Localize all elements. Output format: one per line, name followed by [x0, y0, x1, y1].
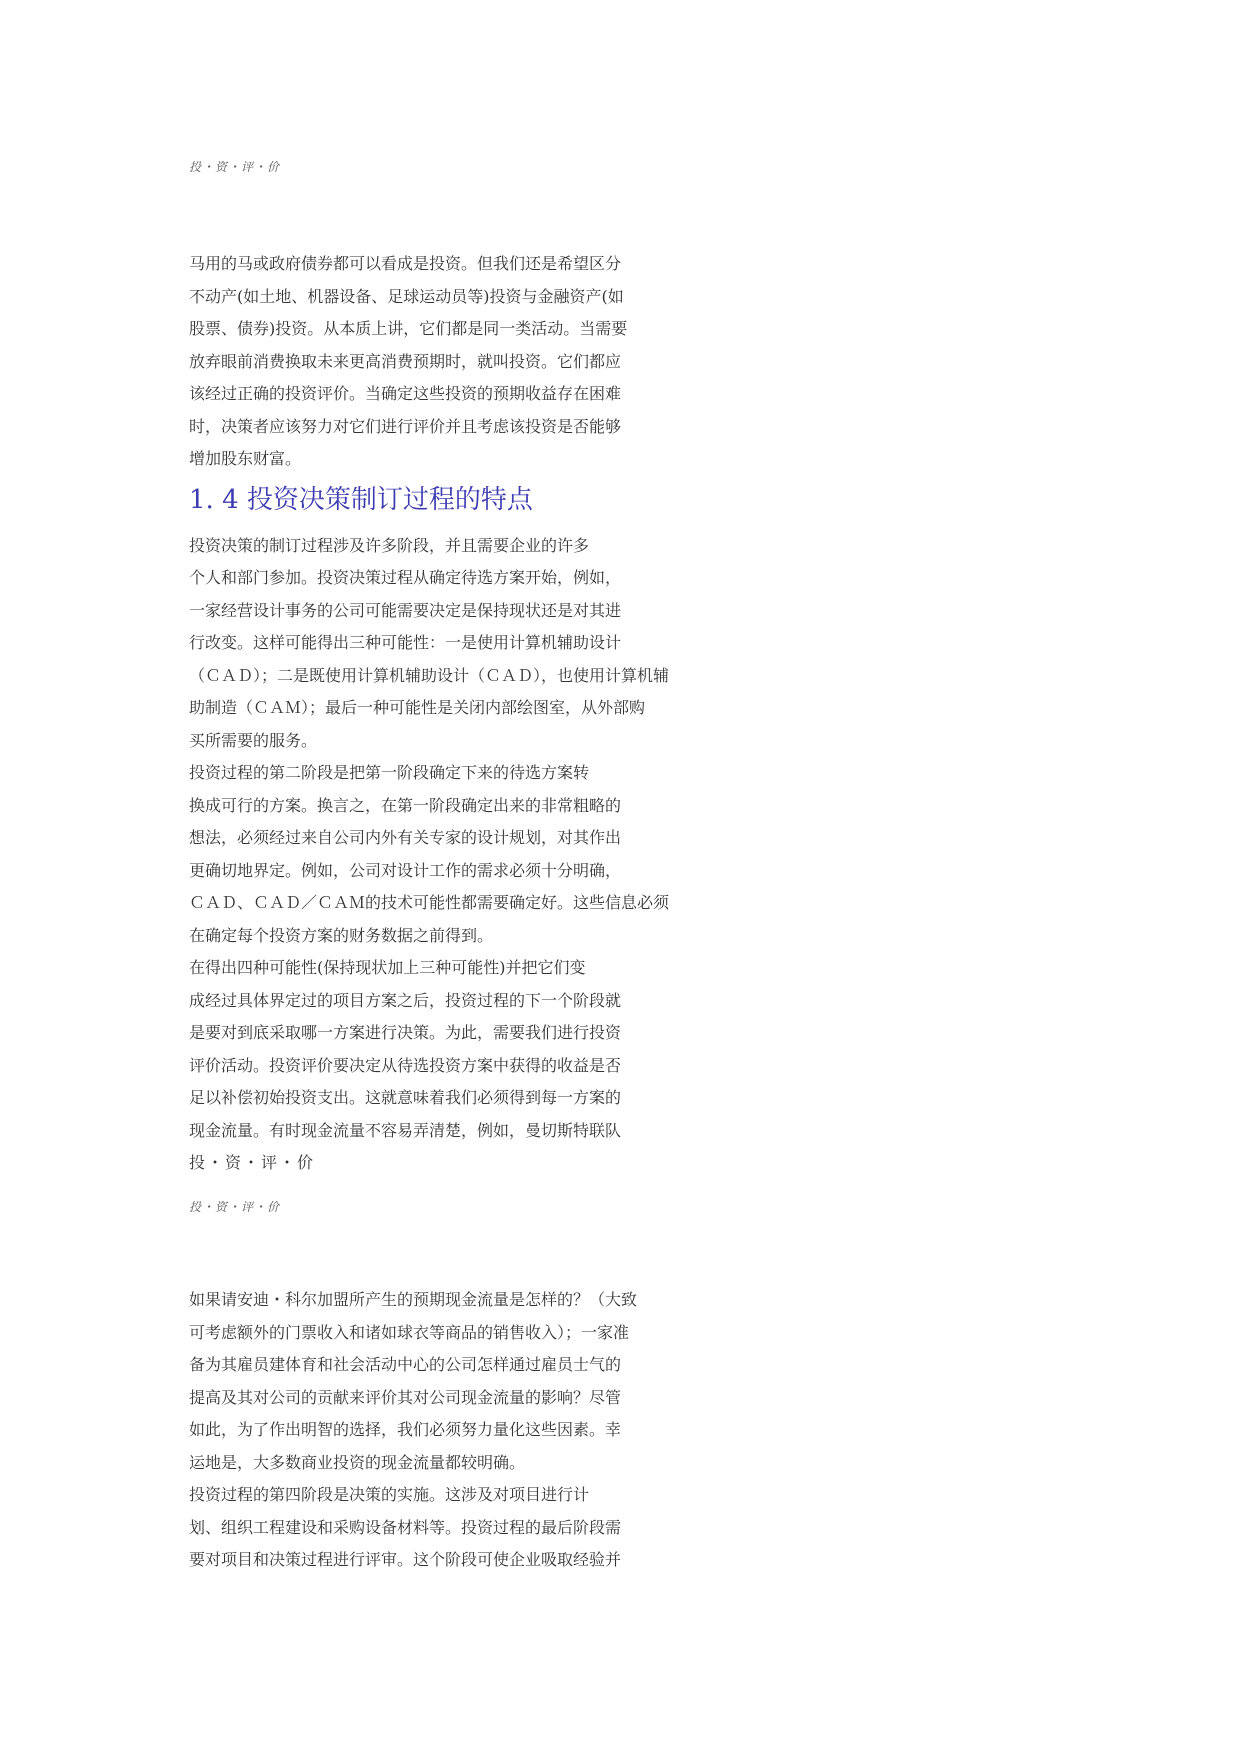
text-line: （ＣＡＤ）；二是既使用计算机辅助设计（ＣＡＤ），也使用计算机辅 [189, 665, 670, 685]
text-line: 划、组织工程建设和采购设备材料等。投资过程的最后阶段需 [189, 1517, 622, 1537]
text-line: 不动产(如土地、机器设备、足球运动员等)投资与金融资产(如 [189, 286, 624, 306]
text-line: 换成可行的方案。换言之，在第一阶段确定出来的非常粗略的 [189, 795, 622, 815]
text-line: ＣＡＤ、ＣＡＤ／ＣＡＭ的技术可能性都需要确定好。这些信息必须 [189, 893, 670, 912]
paragraph [189, 248, 709, 476]
page1-body [189, 248, 709, 1180]
running-header: 投・资・评・价 [189, 160, 281, 174]
text-line: 提高及其对公司的贡献来评价其对公司现金流量的影响？尽管 [189, 1387, 622, 1407]
page2-body [189, 1284, 709, 1577]
text-line: 想法，必须经过来自公司内外有关专家的设计规划，对其作出 [189, 828, 622, 847]
text-line: 个人和部门参加。投资决策过程从确定待选方案开始，例如， [189, 568, 622, 587]
text-line: 可考虑额外的门票收入和诸如球衣等商品的销售收入）；一家准 [189, 1322, 630, 1342]
text-line: 该经过正确的投资评价。当确定这些投资的预期收益存在困难 [189, 384, 622, 403]
text-line: 更确切地界定。例如，公司对设计工作的需求必须十分明确， [189, 860, 622, 880]
text-line: 要对项目和决策过程进行评审。这个阶段可使企业吸取经验并 [189, 1550, 622, 1569]
text-line: 在确定每个投资方案的财务数据之前得到。 [189, 925, 494, 945]
paragraph [189, 530, 709, 1148]
text-line: 投资决策的制订过程涉及许多阶段，并且需要企业的许多 [189, 535, 590, 555]
paragraph [189, 1284, 709, 1577]
text-line: 时，决策者应该努力对它们进行评价并且考虑该投资是否能够 [189, 416, 622, 436]
text-line: 行改变。这样可能得出三种可能性：一是使用计算机辅助设计 [189, 633, 622, 652]
text-line: 运地是，大多数商业投资的现金流量都较明确。 [189, 1452, 526, 1472]
text-line: 股票、债券)投资。从本质上讲，它们都是同一类活动。当需要 [189, 319, 628, 338]
text-line: 马用的马或政府债券都可以看成是投资。但我们还是希望区分 [189, 254, 622, 273]
running-header: 投・资・评・价 [189, 1200, 281, 1214]
text-line: 备为其雇员建体育和社会活动中心的公司怎样通过雇员士气的 [189, 1355, 622, 1374]
text-line: 投资过程的第四阶段是决策的实施。这涉及对项目进行计 [189, 1485, 590, 1504]
text-line: 足以补偿初始投资支出。这就意味着我们必须得到每一方案的 [189, 1088, 622, 1107]
text-line: 一家经营设计事务的公司可能需要决定是保持现状还是对其进 [189, 600, 622, 620]
text-line: 如果请安迪・科尔加盟所产生的预期现金流量是怎样的？（大致 [189, 1290, 638, 1309]
text-line: 成经过具体界定过的项目方案之后，投资过程的下一个阶段就 [189, 990, 622, 1010]
text-line: 现金流量。有时现金流量不容易弄清楚，例如，曼切斯特联队 [189, 1120, 622, 1140]
section-heading: 1. 4 投资决策制订过程的特点 [189, 484, 533, 515]
text-line: 如此，为了作出明智的选择，我们必须努力量化这些因素。幸 [189, 1420, 622, 1439]
text-line: 评价活动。投资评价要决定从待选投资方案中获得的收益是否 [189, 1055, 622, 1075]
text-line: 在得出四种可能性(保持现状加上三种可能性)并把它们变 [189, 958, 586, 977]
text-line: 助制造（ＣＡＭ）；最后一种可能性是关闭内部绘图室，从外部购 [189, 698, 646, 717]
text-line: 是要对到底采取哪一方案进行决策。为此，需要我们进行投资 [189, 1023, 622, 1042]
text-line: 增加股东财富。 [189, 449, 302, 468]
text-line: 买所需要的服务。 [189, 730, 318, 750]
text-line: 投资过程的第二阶段是把第一阶段确定下来的待选方案转 [189, 763, 590, 782]
running-footer: 投・资・评・价 [189, 1153, 316, 1172]
text-line: 放弃眼前消费换取未来更高消费预期时，就叫投资。它们都应 [189, 351, 622, 371]
